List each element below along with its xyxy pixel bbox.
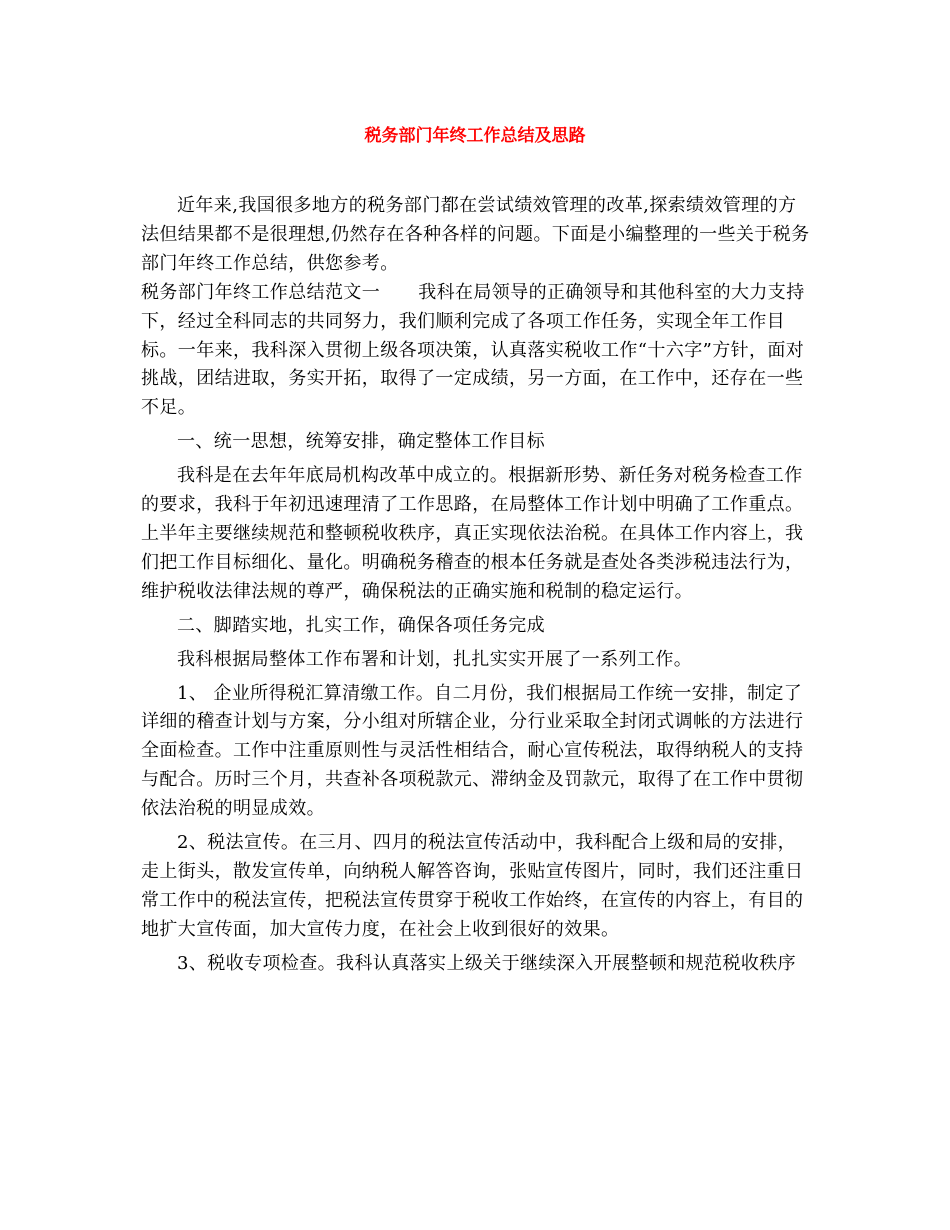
heading-1: 一、统一思想，统筹安排，确定整体工作目标 [177, 431, 545, 453]
paragraph-4: 1、 企业所得税汇算清缴工作。自二月份，我们根据局工作统一安排，制定了详细的稽查计划与方案，分小组对所辖企业，分行业采取全封闭式调帐的方法进行全面检查。工作中注重原则性与灵活性相结合，耐心宣传税法，取得纳税人的支持与配合。历时三个月，共查补各项税款元、滞纳金及罚款元，取得了在工作中贯彻依法治税的明显成效。 [141, 682, 804, 820]
paragraph-3: 我科根据局整体工作布署和计划，扎扎实实开展了一系列工作。 [177, 648, 693, 670]
heading-2: 二、脚踏实地，扎实工作，确保各项任务完成 [177, 614, 545, 636]
paragraph-2: 我科是在去年年底局机构改革中成立的。根据新形势、新任务对税务检查工作的要求，我科于年初迅速理清了工作思路，在局整体工作计划中明确了工作重点。上半年主要继续规范和整顿税收秩序，真正实现依法治税。在具体工作内容上，我们把工作目标细化、量化。明确税务稽查的根本任务就是查处各类涉税违法行为，维护税收法律法规的尊严，确保税法的正确实施和税制的稳定运行。 [141, 465, 804, 602]
section-label: 税务部门年终工作总结范文一 [141, 281, 381, 303]
section-paragraph [141, 279, 811, 424]
document-body [141, 192, 811, 979]
paragraph-1: 我科在局领导的正确领导和其他科室的大力支持下，经过全科同志的共同努力，我们顺利完成了各项工作任务，实现全年工作目标。一年来，我科深入贯彻上级各项决策，认真落实税收工作“十六字”方针，面对挑战，团结进取，务实开拓，取得了一定成绩，另一方面，在工作中，还存在一些不足。 [141, 281, 805, 419]
paragraph-6: 3、税收专项检查。我科认真落实上级关于继续深入开展整顿和规范税收秩序 [177, 952, 797, 974]
paragraph-5: 2、税法宣传。在三月、四月的税法宣传活动中，我科配合上级和局的安排，走上街头，散发宣传单，向纳税人解答咨询，张贴宣传图片，同时，我们还注重日常工作中的税法宣传，把税法宣传贯穿于税收工作始终，在宣传的内容上，有目的地扩大宣传面，加大宣传力度，在社会上收到很好的效果。 [141, 832, 804, 940]
document-title: 税务部门年终工作总结及思路 [364, 126, 586, 146]
intro-paragraph: 近年来,我国很多地方的税务部门都在尝试绩效管理的改革,探索绩效管理的方法但结果都不是很理想,仍然存在各种各样的问题。下面是小编整理的一些关于税务部门年终工作总结，供您参考。 [141, 195, 810, 274]
